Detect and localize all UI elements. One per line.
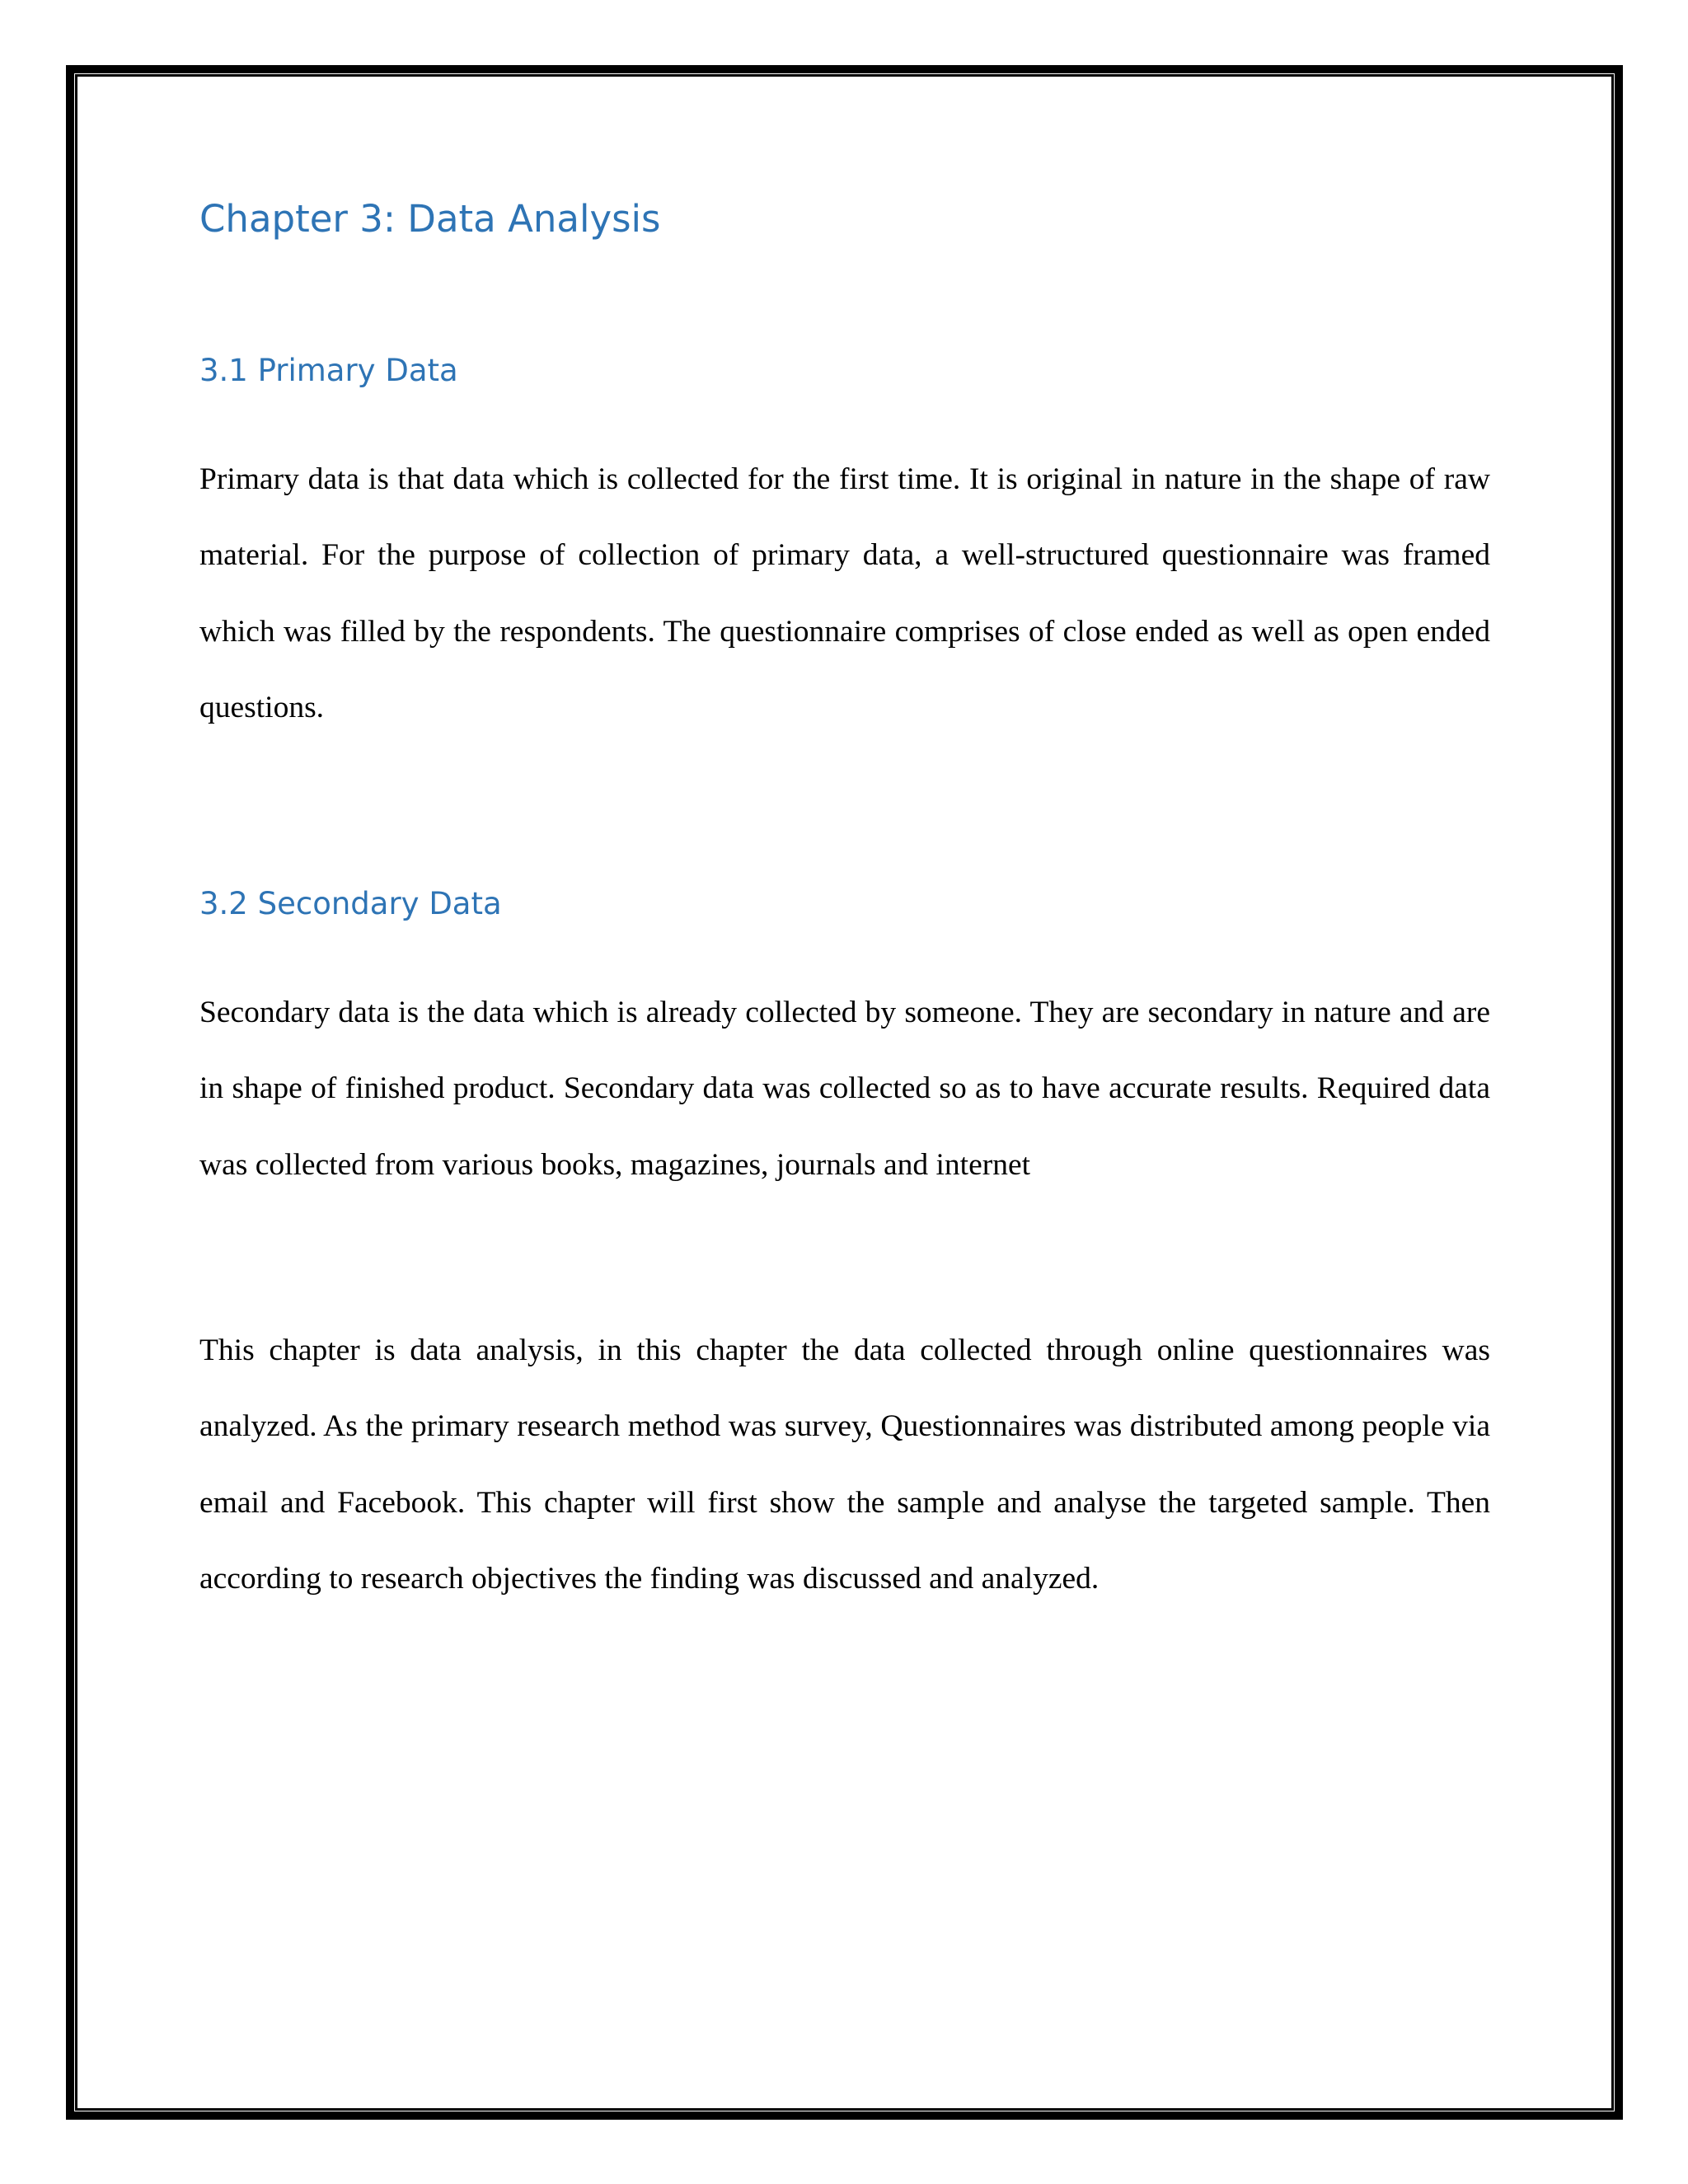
chapter-title: Chapter 3: Data Analysis <box>199 197 661 241</box>
section-heading-primary-data: 3.1 Primary Data <box>199 353 458 388</box>
paragraph-secondary-data: Secondary data is the data which is already collected by someone. They are secondary in nature and are in shape of finished product. Secondary data was collected so as to have accurate results. Required data was collected from various books, magazines, journals and internet <box>199 996 1490 1182</box>
paragraph-chapter-overview: This chapter is data analysis, in this chapter the data collected through online questionnaires was analyzed. As the primary research method was survey, Questionnaires was distributed among people via email and Facebook. This chapter will first show the sample and analyse the targeted sample. Then according to research objectives the finding was discussed and analyzed. <box>199 1333 1490 1596</box>
paragraph-primary-data: Primary data is that data which is collected for the first time. It is original in nature in the shape of raw material. For the purpose of collection of primary data, a well-structured questionnaire was framed which was filled by the respondents. The questionnaire comprises of close ended as well as open ended questions. <box>199 462 1490 724</box>
section-heading-secondary-data: 3.2 Secondary Data <box>199 886 502 921</box>
